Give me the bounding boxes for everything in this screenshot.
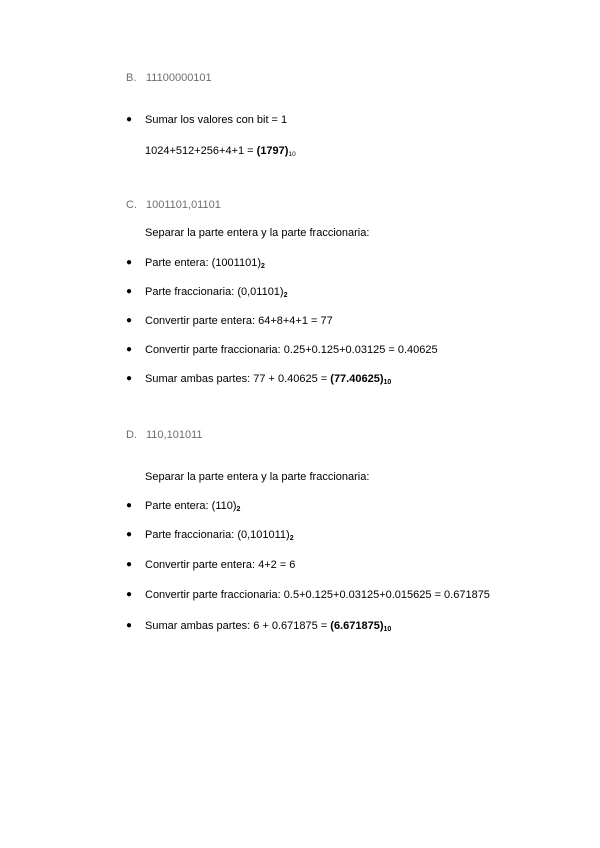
list-item: [145, 257, 265, 269]
calculation-line: [145, 145, 296, 157]
list-item: [145, 620, 391, 632]
section-letter: C.: [126, 199, 137, 211]
list-item-text: Parte fraccionaria: (0,101011): [145, 529, 290, 541]
bullet-icon: ●: [126, 559, 133, 570]
bullet-icon: ●: [126, 373, 133, 384]
bullet-icon: ●: [126, 286, 133, 297]
base-subscript: 10: [383, 379, 392, 386]
section-value: 110,101011: [146, 429, 203, 441]
list-item: [145, 373, 391, 385]
base-subscript: 10: [383, 626, 392, 633]
list-item: Convertir parte fraccionaria: 0.5+0.125+0.03125+0.015625 = 0.671875: [145, 589, 490, 601]
bullet-icon: ●: [126, 620, 133, 631]
bullet-icon: ●: [126, 344, 133, 355]
list-item-text: Parte entera: (110): [145, 500, 237, 512]
section-value: 11100000101: [146, 72, 212, 84]
calculation-result: (6.671875): [330, 620, 384, 632]
base-subscript: 2: [260, 263, 265, 270]
intro-text: Separar la parte entera y la parte fraccionaria:: [145, 471, 370, 483]
calculation-text: 1024+512+256+4+1 =: [145, 145, 257, 157]
bullet-icon: ●: [126, 500, 133, 511]
base-subscript: 10: [288, 151, 296, 158]
list-item: [145, 286, 288, 298]
bullet-icon: ●: [126, 589, 133, 600]
bullet-icon: ●: [126, 114, 133, 125]
list-item-text: Parte entera: (1001101): [145, 257, 261, 269]
list-item: Convertir parte entera: 4+2 = 6: [145, 559, 296, 571]
bullet-icon: ●: [126, 257, 133, 268]
intro-text: Separar la parte entera y la parte fraccionaria:: [145, 227, 370, 239]
list-item: Convertir parte fraccionaria: 0.25+0.125+0.03125 = 0.40625: [145, 344, 438, 356]
base-subscript: 2: [289, 535, 294, 542]
section-value: 1001101,01101: [146, 199, 221, 211]
bullet-icon: ●: [126, 529, 133, 540]
list-item: Convertir parte entera: 64+8+4+1 = 77: [145, 315, 333, 327]
section-letter: B.: [126, 72, 137, 84]
calculation-result: (77.40625): [330, 373, 384, 385]
list-item: [145, 500, 240, 512]
section-d-heading: [126, 429, 202, 441]
section-c-heading: [126, 199, 221, 211]
list-item-text: Sumar ambas partes: 6 + 0.671875 =: [145, 620, 331, 632]
calculation-result: (1797): [256, 145, 289, 157]
base-subscript: 2: [236, 506, 241, 513]
list-item: [145, 529, 294, 541]
list-item-text: Sumar ambas partes: 77 + 0.40625 =: [145, 373, 331, 385]
list-item-text: Parte fraccionaria: (0,01101): [145, 286, 284, 298]
section-letter: D.: [126, 429, 137, 441]
list-item: Sumar los valores con bit = 1: [145, 114, 288, 126]
base-subscript: 2: [283, 292, 288, 299]
section-b-heading: [126, 72, 212, 84]
bullet-icon: ●: [126, 315, 133, 326]
